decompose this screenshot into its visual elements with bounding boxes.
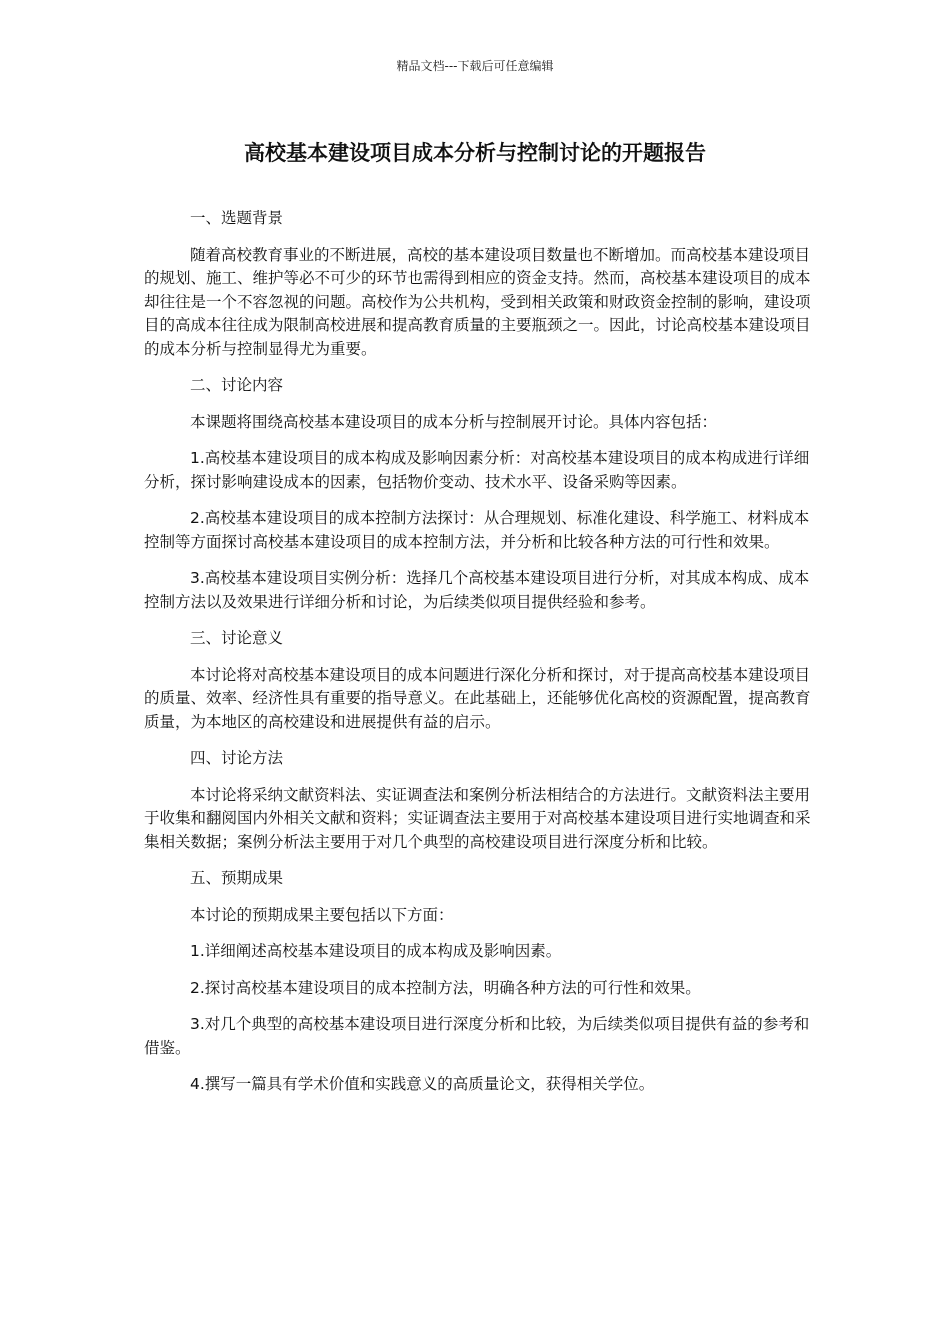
section-heading-method: 四、讨论方法 — [190, 749, 284, 767]
paragraph-method: 本讨论将采纳文献资料法、实证调查法和案例分析法相结合的方法进行。文献资料法主要用于收集和翻阅国内外相关文献和资料；实证调查法主要用于对高校基本建设项目进行实地调查和采集相关数据；案例分析法主要用于对几个典型的高校建设项目进行深度分析和比较。 — [144, 785, 811, 851]
document-body — [144, 207, 812, 1110]
paragraph-significance: 本讨论将对高校基本建设项目的成本问题进行深化分析和探讨，对于提高高校基本建设项目的质量、效率、经济性具有重要的指导意义。在此基础上，还能够优化高校的资源配置，提高教育质量，为本地区的高校建设和进展提供有益的启示。 — [144, 665, 811, 731]
list-item-content-3: 3.高校基本建设项目实例分析：选择几个高校基本建设项目进行分析，对其成本构成、成本控制方法以及效果进行详细分析和讨论，为后续类似项目提供经验和参考。 — [144, 569, 810, 611]
list-item-outcome-3: 3.对几个典型的高校基本建设项目进行深度分析和比较，为后续类似项目提供有益的参考和借鉴。 — [144, 1015, 810, 1057]
list-item-outcome-2: 2.探讨高校基本建设项目的成本控制方法，明确各种方法的可行性和效果。 — [190, 978, 701, 997]
section-heading-content: 二、讨论内容 — [190, 376, 284, 394]
list-item-outcome-1: 1.详细阐述高校基本建设项目的成本构成及影响因素。 — [190, 942, 562, 960]
list-item-content-1: 1.高校基本建设项目的成本构成及影响因素分析：对高校基本建设项目的成本构成进行详细分析，探讨影响建设成本的因素，包括物价变动、技术水平、设备采购等因素。 — [144, 449, 810, 491]
list-item-outcome-4: 4.撰写一篇具有学术价值和实践意义的高质量论文，获得相关学位。 — [190, 1075, 655, 1093]
section-heading-significance: 三、讨论意义 — [190, 629, 284, 647]
list-item-content-2: 2.高校基本建设项目的成本控制方法探讨：从合理规划、标准化建设、科学施工、材料成本控制等方面探讨高校基本建设项目的成本控制方法，并分析和比较各种方法的可行性和效果。 — [144, 509, 810, 551]
document-title: 高校基本建设项目成本分析与控制讨论的开题报告 — [244, 141, 706, 165]
paragraph-background: 随着高校教育事业的不断进展，高校的基本建设项目数量也不断增加。而高校基本建设项目的规划、施工、维护等必不可少的环节也需得到相应的资金支持。然而，高校基本建设项目的成本却往往是一个不容忽视的问题。高校作为公共机构，受到相关政策和财政资金控制的影响，建设项目的高成本往往成为限制高校进展和提高教育质量的主要瓶颈之一。因此，讨论高校基本建设项目的成本分析与控制显得尤为重要。 — [144, 245, 811, 358]
paragraph-content-intro: 本课题将围绕高校基本建设项目的成本分析与控制展开讨论。具体内容包括： — [190, 412, 718, 431]
section-heading-background: 一、选题背景 — [190, 209, 284, 227]
paragraph-outcomes-intro: 本讨论的预期成果主要包括以下方面： — [190, 905, 454, 924]
header-note: 精品文档---下载后可任意编辑 — [396, 59, 554, 73]
section-heading-outcomes: 五、预期成果 — [190, 869, 284, 887]
